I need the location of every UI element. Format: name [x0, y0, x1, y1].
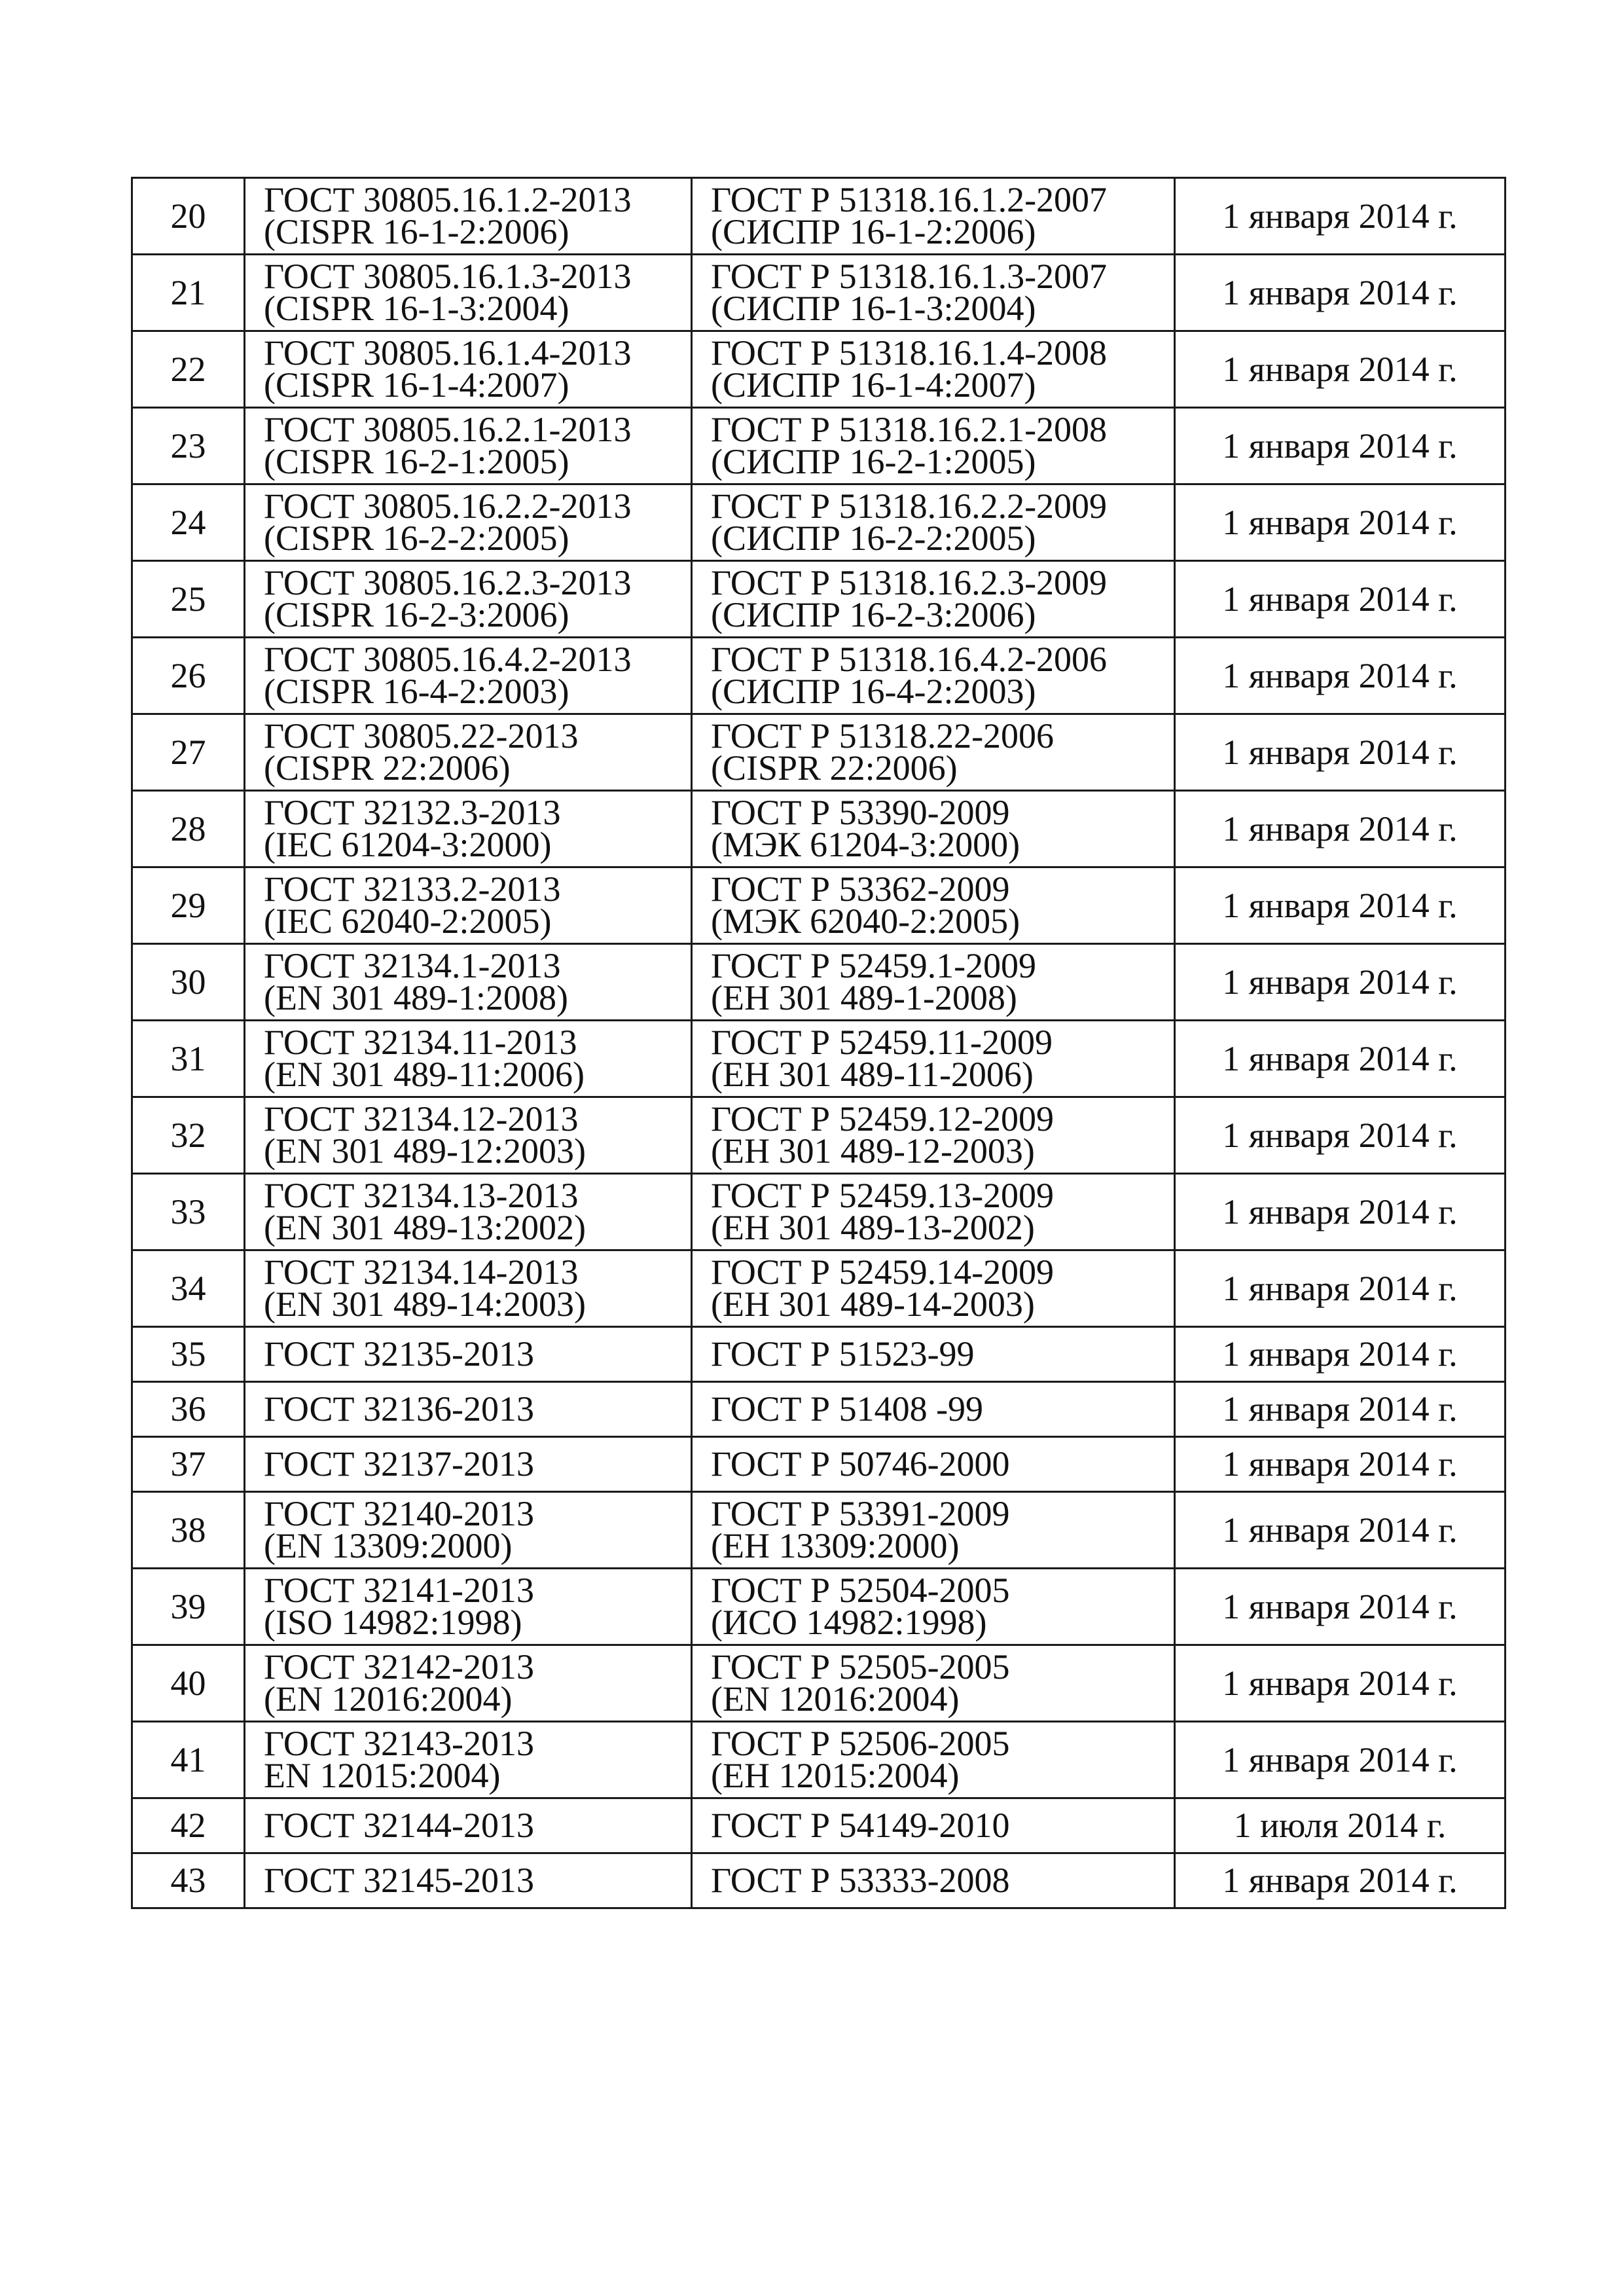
table-row — [132, 1382, 1506, 1437]
interstate-standard-line: (CISPR 16-2-1:2005) — [264, 442, 569, 481]
table-row — [132, 1174, 1506, 1250]
interstate-standard-cell — [245, 867, 692, 944]
table-row — [132, 1798, 1506, 1853]
replaced-standard-line: ГОСТ Р 51318.16.4.2-2006 — [711, 640, 1108, 679]
interstate-standard-line: (CISPR 16-1-4:2007) — [264, 365, 569, 405]
table-row — [132, 867, 1506, 944]
replaced-standard-line: (ЕН 301 489-13-2002) — [711, 1208, 1035, 1247]
replaced-standard-cell — [692, 1645, 1175, 1722]
effective-date: 1 июля 2014 г. — [1175, 1798, 1506, 1853]
effective-date: 1 января 2014 г. — [1175, 178, 1506, 255]
replaced-standard-line: ГОСТ Р 52506-2005 — [711, 1724, 1010, 1763]
row-number: 32 — [132, 1097, 245, 1174]
replaced-standard-cell — [692, 1853, 1175, 1908]
interstate-standard-line: ГОСТ 32140-2013 — [264, 1494, 535, 1533]
interstate-standard-cell — [245, 1097, 692, 1174]
interstate-standard-line: ГОСТ 30805.16.2.3-2013 — [264, 563, 632, 602]
replaced-standard-cell — [692, 1097, 1175, 1174]
replaced-standard-line: ГОСТ Р 51408 -99 — [711, 1389, 984, 1429]
replaced-standard-line: (ЕН 13309:2000) — [711, 1526, 960, 1565]
replaced-standard-cell — [692, 408, 1175, 484]
replaced-standard-cell — [692, 1492, 1175, 1569]
replaced-standard-line: ГОСТ Р 52505-2005 — [711, 1647, 1010, 1686]
replaced-standard-cell — [692, 867, 1175, 944]
row-number: 23 — [132, 408, 245, 484]
interstate-standard-line: ГОСТ 32134.1-2013 — [264, 946, 561, 985]
replaced-standard-line: (ИСО 14982:1998) — [711, 1603, 987, 1642]
row-number: 29 — [132, 867, 245, 944]
interstate-standard-line: (EN 301 489-1:2008) — [264, 978, 568, 1017]
replaced-standard-line: ГОСТ Р 52459.13-2009 — [711, 1176, 1055, 1215]
replaced-standard-cell — [692, 1327, 1175, 1382]
interstate-standard-cell — [245, 1437, 692, 1492]
row-number: 24 — [132, 484, 245, 561]
table-row — [132, 1327, 1506, 1382]
interstate-standard-line: ГОСТ 30805.16.2.1-2013 — [264, 410, 632, 449]
replaced-standard-cell — [692, 791, 1175, 867]
replaced-standard-line: ГОСТ Р 53362-2009 — [711, 869, 1010, 909]
replaced-standard-line: ГОСТ Р 51318.16.1.2-2007 — [711, 180, 1108, 219]
row-number: 41 — [132, 1722, 245, 1798]
interstate-standard-line: ГОСТ 32134.12-2013 — [264, 1099, 579, 1139]
interstate-standard-line: (CISPR 16-1-3:2004) — [264, 289, 569, 328]
row-number: 37 — [132, 1437, 245, 1492]
replaced-standard-line: ГОСТ Р 51523-99 — [711, 1334, 975, 1374]
table-row — [132, 561, 1506, 638]
interstate-standard-cell — [245, 944, 692, 1021]
interstate-standard-line: (EN 301 489-13:2002) — [264, 1208, 586, 1247]
replaced-standard-line: ГОСТ Р 52459.11-2009 — [711, 1023, 1053, 1062]
replaced-standard-line: ГОСТ Р 51318.16.2.3-2009 — [711, 563, 1108, 602]
replaced-standard-line: ГОСТ Р 51318.16.2.2-2009 — [711, 486, 1108, 526]
replaced-standard-cell — [692, 331, 1175, 408]
interstate-standard-line: ГОСТ 32134.11-2013 — [264, 1023, 577, 1062]
interstate-standard-line: ГОСТ 32134.14-2013 — [264, 1252, 579, 1292]
replaced-standard-cell — [692, 255, 1175, 331]
row-number: 36 — [132, 1382, 245, 1437]
replaced-standard-cell — [692, 638, 1175, 714]
row-number: 20 — [132, 178, 245, 255]
interstate-standard-line: (CISPR 16-1-2:2006) — [264, 212, 569, 251]
replaced-standard-cell — [692, 561, 1175, 638]
row-number: 40 — [132, 1645, 245, 1722]
replaced-standard-cell — [692, 1437, 1175, 1492]
interstate-standard-line: ГОСТ 30805.22-2013 — [264, 716, 579, 756]
row-number: 34 — [132, 1250, 245, 1327]
table-row — [132, 791, 1506, 867]
row-number: 22 — [132, 331, 245, 408]
effective-date: 1 января 2014 г. — [1175, 1174, 1506, 1250]
replaced-standard-line: ГОСТ Р 52459.1-2009 — [711, 946, 1037, 985]
replaced-standard-line: ГОСТ Р 54149-2010 — [711, 1806, 1010, 1845]
replaced-standard-line: (МЭК 61204-3:2000) — [711, 825, 1020, 864]
replaced-standard-line: (CISPR 22:2006) — [711, 748, 958, 788]
effective-date: 1 января 2014 г. — [1175, 1437, 1506, 1492]
effective-date: 1 января 2014 г. — [1175, 944, 1506, 1021]
replaced-standard-line: (ЕН 301 489-12-2003) — [711, 1131, 1035, 1171]
replaced-standard-line: ГОСТ Р 53333-2008 — [711, 1861, 1010, 1900]
interstate-standard-line: ГОСТ 32134.13-2013 — [264, 1176, 579, 1215]
replaced-standard-line: (СИСПР 16-2-1:2005) — [711, 442, 1036, 481]
interstate-standard-line: (EN 301 489-12:2003) — [264, 1131, 586, 1171]
interstate-standard-line: (IEC 62040-2:2005) — [264, 902, 552, 941]
interstate-standard-cell — [245, 1174, 692, 1250]
interstate-standard-line: ГОСТ 32144-2013 — [264, 1806, 535, 1845]
interstate-standard-line: ГОСТ 32132.3-2013 — [264, 793, 561, 832]
table-row — [132, 484, 1506, 561]
replaced-standard-line: (ЕН 301 489-11-2006) — [711, 1055, 1034, 1094]
standards-table-body — [132, 178, 1506, 1908]
effective-date: 1 января 2014 г. — [1175, 867, 1506, 944]
row-number: 30 — [132, 944, 245, 1021]
effective-date: 1 января 2014 г. — [1175, 638, 1506, 714]
table-row — [132, 1021, 1506, 1097]
interstate-standard-line: ГОСТ 30805.16.1.3-2013 — [264, 257, 632, 296]
replaced-standard-line: ГОСТ Р 51318.16.1.4-2008 — [711, 333, 1108, 373]
table-row — [132, 638, 1506, 714]
replaced-standard-line: ГОСТ Р 51318.16.1.3-2007 — [711, 257, 1108, 296]
interstate-standard-line: ГОСТ 32142-2013 — [264, 1647, 535, 1686]
effective-date: 1 января 2014 г. — [1175, 484, 1506, 561]
interstate-standard-line: ГОСТ 30805.16.2.2-2013 — [264, 486, 632, 526]
effective-date: 1 января 2014 г. — [1175, 1382, 1506, 1437]
effective-date: 1 января 2014 г. — [1175, 1250, 1506, 1327]
row-number: 38 — [132, 1492, 245, 1569]
replaced-standard-cell — [692, 1250, 1175, 1327]
standards-table — [131, 177, 1506, 1909]
row-number: 39 — [132, 1569, 245, 1645]
replaced-standard-line: ГОСТ Р 51318.22-2006 — [711, 716, 1055, 756]
row-number: 33 — [132, 1174, 245, 1250]
replaced-standard-cell — [692, 1021, 1175, 1097]
interstate-standard-line: (CISPR 22:2006) — [264, 748, 511, 788]
effective-date: 1 января 2014 г. — [1175, 1327, 1506, 1382]
interstate-standard-line: (IEC 61204-3:2000) — [264, 825, 552, 864]
interstate-standard-cell — [245, 1645, 692, 1722]
replaced-standard-line: (МЭК 62040-2:2005) — [711, 902, 1020, 941]
row-number: 28 — [132, 791, 245, 867]
table-row — [132, 1097, 1506, 1174]
replaced-standard-line: ГОСТ Р 51318.16.2.1-2008 — [711, 410, 1108, 449]
interstate-standard-cell — [245, 714, 692, 791]
replaced-standard-cell — [692, 178, 1175, 255]
row-number: 35 — [132, 1327, 245, 1382]
interstate-standard-cell — [245, 1021, 692, 1097]
effective-date: 1 января 2014 г. — [1175, 1569, 1506, 1645]
replaced-standard-line: (EN 12016:2004) — [711, 1679, 960, 1719]
effective-date: 1 января 2014 г. — [1175, 331, 1506, 408]
interstate-standard-line: ГОСТ 32136-2013 — [264, 1389, 535, 1429]
interstate-standard-cell — [245, 1853, 692, 1908]
replaced-standard-line: (СИСПР 16-2-3:2006) — [711, 595, 1036, 634]
interstate-standard-line: ГОСТ 30805.16.1.2-2013 — [264, 180, 632, 219]
row-number: 43 — [132, 1853, 245, 1908]
replaced-standard-line: ГОСТ Р 50746-2000 — [711, 1444, 1010, 1484]
effective-date: 1 января 2014 г. — [1175, 408, 1506, 484]
interstate-standard-cell — [245, 331, 692, 408]
table-row — [132, 1437, 1506, 1492]
effective-date: 1 января 2014 г. — [1175, 714, 1506, 791]
table-row — [132, 1853, 1506, 1908]
interstate-standard-cell — [245, 561, 692, 638]
effective-date: 1 января 2014 г. — [1175, 791, 1506, 867]
table-row — [132, 1722, 1506, 1798]
replaced-standard-cell — [692, 1722, 1175, 1798]
interstate-standard-line: ГОСТ 30805.16.4.2-2013 — [264, 640, 632, 679]
replaced-standard-cell — [692, 714, 1175, 791]
replaced-standard-line: (ЕН 301 489-1-2008) — [711, 978, 1017, 1017]
effective-date: 1 января 2014 г. — [1175, 1853, 1506, 1908]
interstate-standard-line: ГОСТ 32141-2013 — [264, 1571, 535, 1610]
table-row — [132, 331, 1506, 408]
replaced-standard-line: (СИСПР 16-1-2:2006) — [711, 212, 1036, 251]
table-row — [132, 255, 1506, 331]
row-number: 26 — [132, 638, 245, 714]
interstate-standard-line: ГОСТ 32145-2013 — [264, 1861, 535, 1900]
effective-date: 1 января 2014 г. — [1175, 1492, 1506, 1569]
interstate-standard-line: (ISO 14982:1998) — [264, 1603, 522, 1642]
interstate-standard-cell — [245, 1569, 692, 1645]
table-row — [132, 944, 1506, 1021]
effective-date: 1 января 2014 г. — [1175, 255, 1506, 331]
interstate-standard-line: EN 12015:2004) — [264, 1756, 501, 1795]
interstate-standard-line: ГОСТ 32135-2013 — [264, 1334, 535, 1374]
interstate-standard-line: (CISPR 16-2-2:2005) — [264, 519, 569, 558]
table-row — [132, 178, 1506, 255]
replaced-standard-line: ГОСТ Р 53391-2009 — [711, 1494, 1010, 1533]
interstate-standard-line: (CISPR 16-2-3:2006) — [264, 595, 569, 634]
row-number: 21 — [132, 255, 245, 331]
replaced-standard-cell — [692, 484, 1175, 561]
table-row — [132, 714, 1506, 791]
interstate-standard-cell — [245, 638, 692, 714]
replaced-standard-line: ГОСТ Р 52459.12-2009 — [711, 1099, 1055, 1139]
interstate-standard-cell — [245, 1382, 692, 1437]
interstate-standard-cell — [245, 1492, 692, 1569]
effective-date: 1 января 2014 г. — [1175, 561, 1506, 638]
interstate-standard-line: (EN 301 489-14:2003) — [264, 1285, 586, 1324]
replaced-standard-cell — [692, 1798, 1175, 1853]
interstate-standard-cell — [245, 1798, 692, 1853]
replaced-standard-line: (СИСПР 16-4-2:2003) — [711, 672, 1036, 711]
row-number: 31 — [132, 1021, 245, 1097]
effective-date: 1 января 2014 г. — [1175, 1645, 1506, 1722]
interstate-standard-cell — [245, 408, 692, 484]
replaced-standard-cell — [692, 1174, 1175, 1250]
replaced-standard-line: ГОСТ Р 52459.14-2009 — [711, 1252, 1055, 1292]
replaced-standard-cell — [692, 1382, 1175, 1437]
interstate-standard-line: ГОСТ 32143-2013 — [264, 1724, 535, 1763]
interstate-standard-cell — [245, 1722, 692, 1798]
row-number: 25 — [132, 561, 245, 638]
interstate-standard-cell — [245, 1327, 692, 1382]
interstate-standard-cell — [245, 178, 692, 255]
replaced-standard-line: (СИСПР 16-2-2:2005) — [711, 519, 1036, 558]
replaced-standard-line: (ЕН 301 489-14-2003) — [711, 1285, 1035, 1324]
replaced-standard-line: ГОСТ Р 53390-2009 — [711, 793, 1010, 832]
effective-date: 1 января 2014 г. — [1175, 1097, 1506, 1174]
table-row — [132, 1492, 1506, 1569]
replaced-standard-line: (СИСПР 16-1-4:2007) — [711, 365, 1036, 405]
interstate-standard-line: ГОСТ 30805.16.1.4-2013 — [264, 333, 632, 373]
table-row — [132, 408, 1506, 484]
interstate-standard-line: (EN 301 489-11:2006) — [264, 1055, 585, 1094]
interstate-standard-line: ГОСТ 32133.2-2013 — [264, 869, 561, 909]
interstate-standard-line: (CISPR 16-4-2:2003) — [264, 672, 569, 711]
replaced-standard-cell — [692, 1569, 1175, 1645]
interstate-standard-cell — [245, 484, 692, 561]
interstate-standard-cell — [245, 791, 692, 867]
interstate-standard-line: (EN 13309:2000) — [264, 1526, 513, 1565]
effective-date: 1 января 2014 г. — [1175, 1722, 1506, 1798]
replaced-standard-line: (СИСПР 16-1-3:2004) — [711, 289, 1036, 328]
interstate-standard-line: ГОСТ 32137-2013 — [264, 1444, 535, 1484]
replaced-standard-cell — [692, 944, 1175, 1021]
interstate-standard-cell — [245, 1250, 692, 1327]
replaced-standard-line: (ЕН 12015:2004) — [711, 1756, 960, 1795]
table-row — [132, 1569, 1506, 1645]
interstate-standard-line: (EN 12016:2004) — [264, 1679, 513, 1719]
replaced-standard-line: ГОСТ Р 52504-2005 — [711, 1571, 1010, 1610]
table-row — [132, 1250, 1506, 1327]
row-number: 42 — [132, 1798, 245, 1853]
row-number: 27 — [132, 714, 245, 791]
table-row — [132, 1645, 1506, 1722]
interstate-standard-cell — [245, 255, 692, 331]
effective-date: 1 января 2014 г. — [1175, 1021, 1506, 1097]
